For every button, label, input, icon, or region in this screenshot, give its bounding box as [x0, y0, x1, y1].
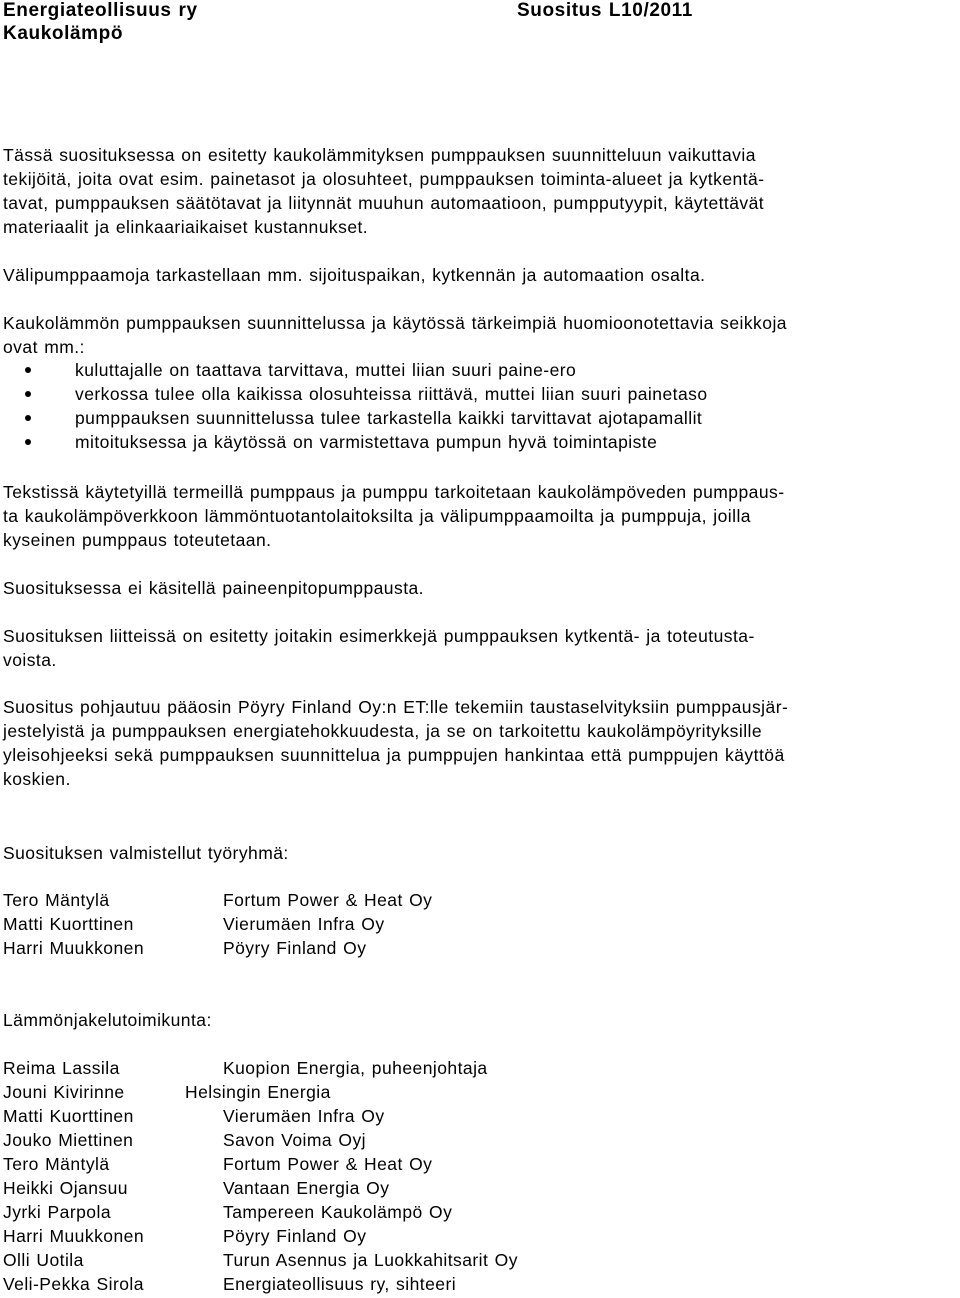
paragraph-line: jestelyistä ja pumppauksen energiatehokkuudesta, ja se on tarkoitettu kaukolämpöyrityksille	[3, 721, 763, 741]
header-org: Energiateollisuus ry	[3, 0, 198, 21]
member-organization: Vierumäen Infra Oy	[223, 1106, 385, 1126]
member-organization: Vantaan Energia Oy	[223, 1178, 390, 1198]
bullet-icon	[25, 367, 31, 373]
bullet-item: kuluttajalle on taattava tarvittava, muttei liian suuri paine-ero	[75, 360, 577, 380]
working-group-heading: Suosituksen valmistellut työryhmä:	[3, 843, 289, 863]
paragraph-line: materiaalit ja elinkaariaikaiset kustannukset.	[3, 217, 369, 237]
member-name: Veli-Pekka Sirola	[3, 1274, 144, 1294]
member-organization: Vierumäen Infra Oy	[223, 914, 385, 934]
bullet-icon	[25, 415, 31, 421]
paragraph-line: voista.	[3, 650, 57, 670]
bullet-icon	[25, 391, 31, 397]
member-organization: Turun Asennus ja Luokkahitsarit Oy	[223, 1250, 518, 1270]
paragraph-line: Suositus pohjautuu pääosin Pöyry Finland Oy:n ET:lle tekemiin taustaselvityksiin pumppausjär-	[3, 697, 789, 717]
bullet-item: mitoituksessa ja käytössä on varmistettava pumpun hyvä toimintapiste	[75, 432, 658, 452]
bullet-item: pumppauksen suunnittelussa tulee tarkastella kaikki tarvittavat ajotapamallit	[75, 408, 703, 428]
member-organization: Helsingin Energia	[185, 1082, 331, 1102]
paragraph-line: koskien.	[3, 769, 71, 789]
exclusion-paragraph: Suosituksessa ei käsitellä paineenpitopumppausta.	[3, 578, 424, 598]
member-organization: Savon Voima Oyj	[223, 1130, 366, 1150]
member-organization: Fortum Power & Heat Oy	[223, 1154, 433, 1174]
bullet-item: verkossa tulee olla kaikissa olosuhteissa riittävä, muttei liian suuri painetaso	[75, 384, 708, 404]
paragraph-line: ovat mm.:	[3, 337, 85, 357]
paragraph-line: yleisohjeeksi sekä pumppauksen suunnittelua ja pumppujen hankintaa että pumppujen käyttöä	[3, 745, 785, 765]
paragraph-line: ta kaukolämpöverkkoon lämmöntuotantolaitoksilta ja välipumppaamoilta ja pumppuja, joilla	[3, 506, 751, 526]
paragraph-line: Tekstissä käytetyillä termeillä pumppaus ja pumppu tarkoitetaan kaukolämpöveden pumppaus-	[3, 482, 785, 502]
paragraph-line: tekijöitä, joita ovat esim. painetasot ja olosuhteet, pumppauksen toiminta-alueet ja kytkentä-	[3, 169, 765, 189]
paragraph-line: tavat, pumppauksen säätötavat ja liitynnät muuhun automaatioon, pumpputyypit, käytettävät	[3, 193, 765, 213]
member-name: Matti Kuorttinen	[3, 1106, 134, 1126]
paragraph-line: Suosituksen liitteissä on esitetty joitakin esimerkkejä pumppauksen kytkentä- ja toteutusta-	[3, 626, 755, 646]
member-organization: Pöyry Finland Oy	[223, 1226, 367, 1246]
member-name: Jouko Miettinen	[3, 1130, 134, 1150]
bullet-icon	[25, 439, 31, 445]
header-recommendation-number: Suositus L10/2011	[517, 0, 693, 21]
member-name: Harri Muukkonen	[3, 938, 144, 958]
member-name: Tero Mäntylä	[3, 890, 110, 910]
member-name: Reima Lassila	[3, 1058, 120, 1078]
member-organization: Kuopion Energia, puheenjohtaja	[223, 1058, 488, 1078]
member-name: Olli Uotila	[3, 1250, 84, 1270]
member-name: Jouni Kivirinne	[3, 1082, 125, 1102]
valipumppaamo-paragraph: Välipumppaamoja tarkastellaan mm. sijoituspaikan, kytkennän ja automaation osalta.	[3, 265, 706, 285]
member-name: Heikki Ojansuu	[3, 1178, 128, 1198]
header-subtitle: Kaukolämpö	[3, 23, 124, 44]
paragraph-line: Tässä suosituksessa on esitetty kaukolämmityksen pumppauksen suunnitteluun vaikuttavia	[3, 145, 756, 165]
member-name: Jyrki Parpola	[3, 1202, 111, 1222]
member-name: Tero Mäntylä	[3, 1154, 110, 1174]
member-organization: Pöyry Finland Oy	[223, 938, 367, 958]
paragraph-line: kyseinen pumppaus toteutetaan.	[3, 530, 272, 550]
member-organization: Fortum Power & Heat Oy	[223, 890, 433, 910]
committee-heading: Lämmönjakelutoimikunta:	[3, 1010, 212, 1030]
paragraph-line: Kaukolämmön pumppauksen suunnittelussa ja käytössä tärkeimpiä huomioonotettavia seikkoja	[3, 313, 787, 333]
member-organization: Tampereen Kaukolämpö Oy	[223, 1202, 453, 1222]
member-name: Matti Kuorttinen	[3, 914, 134, 934]
member-name: Harri Muukkonen	[3, 1226, 144, 1246]
member-organization: Energiateollisuus ry, sihteeri	[223, 1274, 457, 1294]
